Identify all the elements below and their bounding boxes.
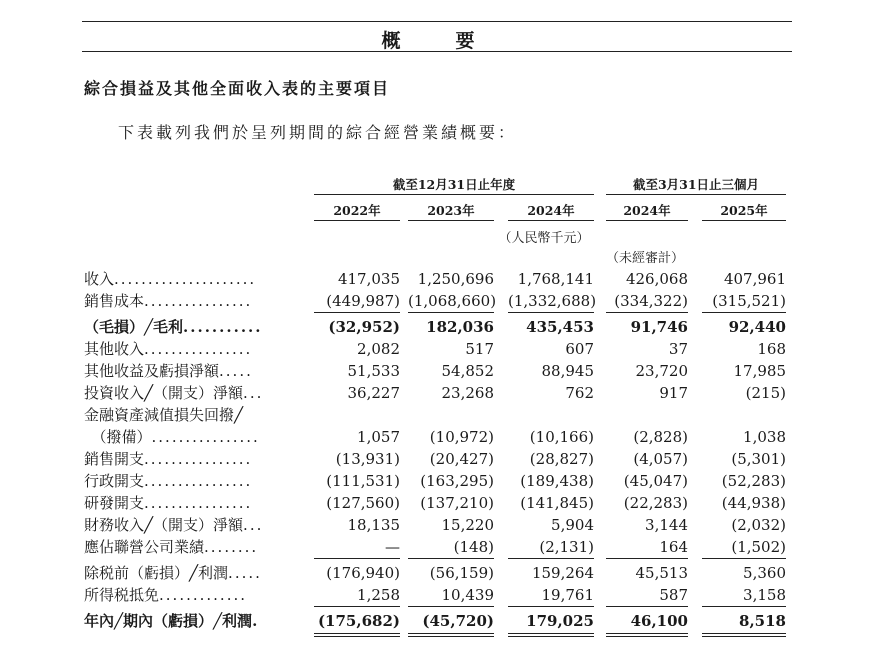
cell-value: 517 [465,340,494,358]
column-header-2022: 2022年 [333,203,381,218]
cell-value: 762 [565,384,594,402]
table-row-net-profit [0,610,884,632]
subtotal-line [408,312,494,313]
group-header-three-months-underline [606,194,786,195]
row-label: 投資收入╱（開支）淨額... [84,384,264,402]
cell-value: 18,135 [347,516,400,534]
row-label: 其他收入................ [84,340,253,358]
row-label: 其他收益及虧損淨額..... [84,362,253,380]
total-double-line [508,636,594,637]
cell-value: (449,987) [326,292,400,310]
cell-value: 17,985 [733,362,786,380]
cell-value: 3,158 [743,586,786,604]
subtotal-line [606,558,688,559]
cell-value: (52,283) [721,472,786,490]
cell-value: 19,761 [541,586,594,604]
cell-value: (2,032) [731,516,786,534]
cell-value: — [385,538,400,556]
column-header-2025-q1: 2025年 [720,203,768,218]
cell-value: (111,531) [326,472,400,490]
cell-value: (141,845) [520,494,594,512]
cell-value: 23,720 [635,362,688,380]
table-row [0,448,884,470]
column-underline [408,220,494,221]
total-double-line [314,636,400,637]
top-rule [82,21,792,22]
row-label: 財務收入╱（開支）淨額... [84,516,264,534]
cell-value: (10,166) [529,428,594,446]
total-double-line [408,636,494,637]
table-row [0,338,884,360]
subtotal-line [508,558,594,559]
subtotal-line [508,312,594,313]
column-underline [508,220,594,221]
cell-value: (20,427) [429,450,494,468]
cell-value: 8,518 [739,612,786,630]
cell-value: 587 [659,586,688,604]
unit-note: （人民幣千元） [498,231,590,246]
row-label: （撥備）................ [84,428,260,446]
subtotal-line [606,312,688,313]
cell-value: 10,439 [441,586,494,604]
cell-value: 1,038 [743,428,786,446]
cell-value: 417,035 [337,270,400,288]
subtotal-line [408,606,494,607]
cell-value: 45,513 [635,564,688,582]
column-header-2023: 2023年 [427,203,475,218]
subtotal-line [508,606,594,607]
title-bottom-rule [82,51,792,52]
cell-value: (176,940) [326,564,400,582]
total-double-line [508,633,594,634]
cell-value: (5,301) [731,450,786,468]
table-row-gross-profit [0,316,884,338]
cell-value: (10,972) [429,428,494,446]
cell-value: 46,100 [630,612,688,630]
cell-value: (44,938) [721,494,786,512]
cell-value: 1,057 [357,428,400,446]
cell-value: 23,268 [441,384,494,402]
table-row [0,268,884,290]
cell-value: (315,521) [712,292,786,310]
cell-value: (1,502) [731,538,786,556]
column-underline [314,220,400,221]
cell-value: (137,210) [420,494,494,512]
cell-value: 92,440 [728,318,786,336]
group-header-year: 截至12月31日止年度 [392,177,516,192]
total-double-line [606,633,688,634]
unaudited-note: （未經審計） [605,251,684,266]
cell-value: 3,144 [645,516,688,534]
subtotal-line [702,312,786,313]
table-row [0,290,884,312]
table-row [0,562,884,584]
total-double-line [606,636,688,637]
cell-value: 1,250,696 [417,270,494,288]
cell-value: (32,952) [328,318,400,336]
subtotal-line [408,558,494,559]
cell-value: 1,768,141 [517,270,594,288]
cell-value: 54,852 [441,362,494,380]
table-row [0,536,884,558]
total-double-line [702,633,786,634]
cell-value: 407,961 [723,270,786,288]
cell-value: (22,283) [623,494,688,512]
subtotal-line [702,606,786,607]
row-label: （毛損）╱毛利........... [84,318,263,336]
cell-value: 917 [659,384,688,402]
cell-value: 159,264 [531,564,594,582]
row-label: 行政開支................ [84,472,253,490]
cell-value: 2,082 [357,340,400,358]
row-label: 年內╱期內（虧損）╱利潤. [84,612,260,630]
group-header-year-underline [314,194,594,195]
row-label: 銷售成本................ [84,292,253,310]
cell-value: (334,322) [614,292,688,310]
table-row [0,360,884,382]
row-label: 金融資產減值損失回撥╱ [84,406,244,424]
subtotal-line [314,558,400,559]
cell-value: (4,057) [633,450,688,468]
cell-value: (13,931) [335,450,400,468]
cell-value: (148) [453,538,494,556]
subtotal-line [606,606,688,607]
cell-value: 5,360 [743,564,786,582]
cell-value: (163,295) [420,472,494,490]
group-header-three-months: 截至3月31日止三個月 [632,177,760,192]
cell-value: 37 [668,340,688,358]
total-double-line [408,633,494,634]
cell-value: 164 [659,538,688,556]
subtotal-line [314,606,400,607]
cell-value: 168 [757,340,786,358]
cell-value: 1,258 [357,586,400,604]
cell-value: 88,945 [541,362,594,380]
cell-value: (45,047) [623,472,688,490]
cell-value: (189,438) [520,472,594,490]
row-label: 除税前（虧損）╱利潤..... [84,564,262,582]
cell-value: 36,227 [347,384,400,402]
cell-value: 15,220 [441,516,494,534]
table-row [0,404,884,426]
cell-value: 182,036 [426,318,494,336]
cell-value: (2,131) [539,538,594,556]
column-header-2024-q1: 2024年 [623,203,671,218]
cell-value: 91,746 [630,318,688,336]
table-row [0,584,884,606]
subtotal-line [314,312,400,313]
cell-value: (45,720) [422,612,494,630]
table-row [0,426,884,448]
row-label: 研發開支................ [84,494,253,512]
cell-value: (1,068,660) [408,292,497,310]
row-label: 銷售開支................ [84,450,253,468]
cell-value: (127,560) [326,494,400,512]
intro-text: 下表載列我們於呈列期間的綜合經營業績概要： [118,123,518,142]
cell-value: 179,025 [526,612,594,630]
cell-value: 607 [565,340,594,358]
row-label: 應佔聯營公司業績........ [84,538,259,556]
table-row [0,382,884,404]
cell-value: 435,453 [526,318,594,336]
cell-value: 51,533 [347,362,400,380]
row-label: 所得税抵免............. [84,586,248,604]
total-double-line [314,633,400,634]
cell-value: (1,332,688) [508,292,597,310]
subtotal-line [702,558,786,559]
column-underline [702,220,786,221]
cell-value: 426,068 [625,270,688,288]
column-header-2024: 2024年 [527,203,575,218]
cell-value: (175,682) [317,612,400,630]
cell-value: (2,828) [633,428,688,446]
cell-value: (28,827) [529,450,594,468]
column-underline [606,220,688,221]
total-double-line [702,636,786,637]
table-row [0,470,884,492]
table-row [0,492,884,514]
table-row [0,514,884,536]
page-title: 概 要 [381,30,493,52]
section-title: 綜合損益及其他全面收入表的主要項目 [84,79,391,98]
cell-value: (215) [745,384,786,402]
cell-value: 5,904 [551,516,594,534]
row-label: 收入..................... [84,270,257,288]
cell-value: (56,159) [429,564,494,582]
